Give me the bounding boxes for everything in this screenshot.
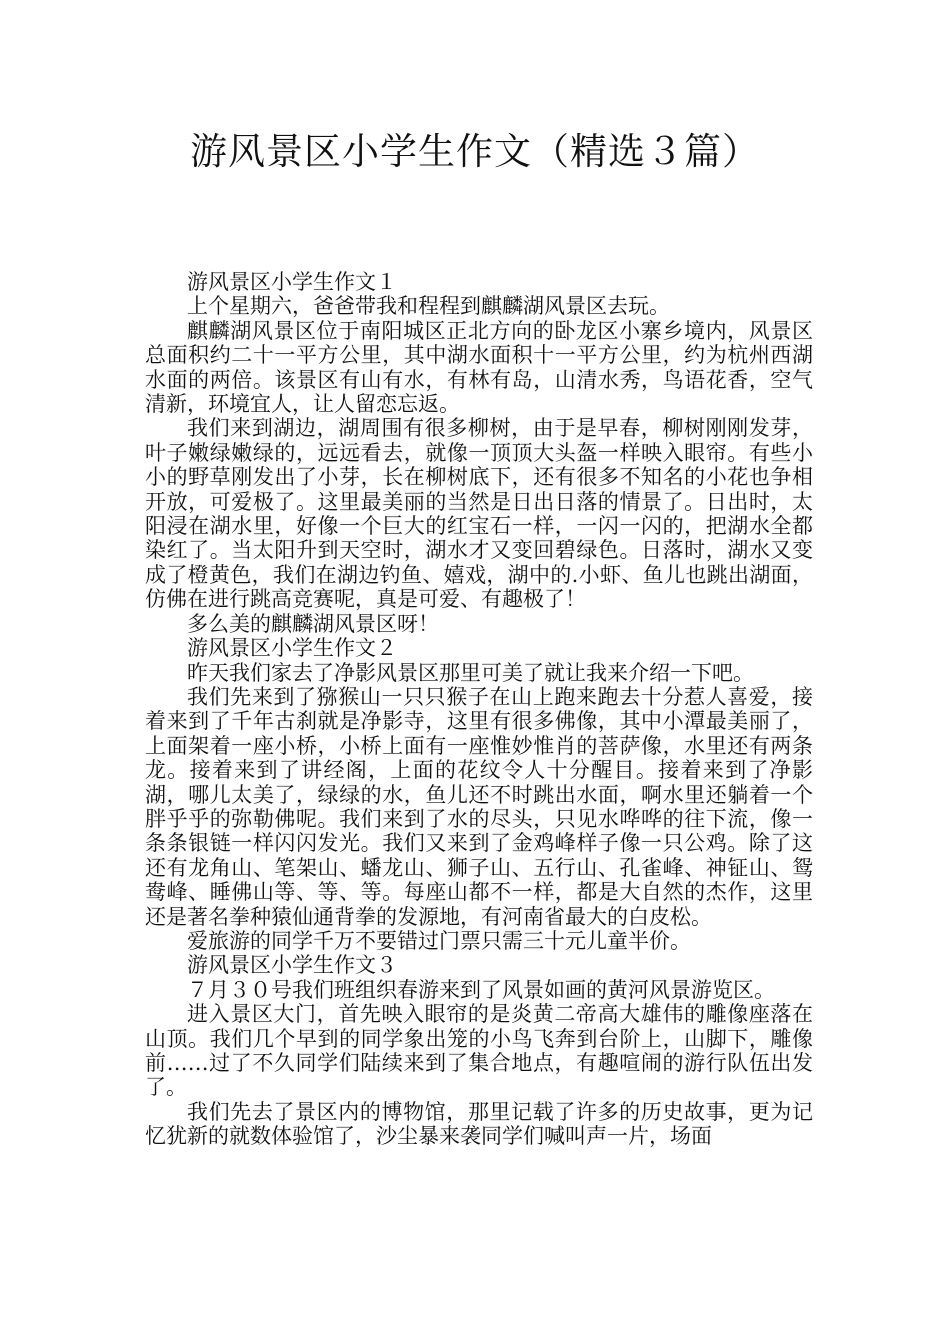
paragraph: 我们先来到了猕猴山一只只猴子在山上跑来跑去十分惹人喜爱，接着来到了千年古刹就是净影寺，这里有很多佛像，其中小潭最美丽了，上面架着一座小桥，小桥上面有一座惟妙惟肖的菩萨像，水里还有两条龙。接着来到了讲经阁，上面的花纹令人十分醒目。接着来到了净影湖，哪儿太美了，绿绿的水，鱼儿还不时跳出水面，啊水里还躺着一个胖乎乎的弥勒佛呢。我们来到了水的尽头，只见水哗哗的往下流，像一条条银链一样闪闪发光。我们又来到了金鸡峰样子像一只公鸡。除了这还有龙角山、笔架山、蟠龙山、狮子山、五行山、孔雀峰、神钲山、鸳鸯峰、睡佛山等、等、等。每座山都不一样，都是大自然的杰作，这里还是著名拳种猿仙通背拳的发源地，有河南省最大的白皮松。 bbox=[145, 684, 813, 929]
paragraph: 多么美的麒麟湖风景区呀！ bbox=[187, 611, 439, 636]
document-body bbox=[145, 270, 813, 1149]
section-heading-1: 游风景区小学生作文１ bbox=[187, 270, 397, 294]
paragraph: ７月３０号我们班组织春游来到了风景如画的黄河风景游览区。 bbox=[187, 977, 775, 1002]
paragraph: 上个星期六，爸爸带我和程程到麒麟湖风景区去玩。 bbox=[187, 294, 670, 319]
paragraph: 我们先去了景区内的博物馆，那里记载了许多的历史故事，更为记忆犹新的就数体验馆了，沙尘暴来袭同学们喊叫声一片，场面 bbox=[145, 1099, 813, 1149]
paragraph: 我们来到湖边，湖周围有很多柳树，由于是早春，柳树刚刚发芽，叶子嫩绿嫩绿的，远远看去，就像一顶顶大头盔一样映入眼帘。有些小小的野草刚发出了小芽，长在柳树底下，还有很多不知名的小花也争相开放，可爱极了。这里最美丽的当然是日出日落的情景了。日出时，太阳浸在湖水里，好像一个巨大的红宝石一样，一闪一闪的，把湖水全都染红了。当太阳升到天空时，湖水才又变回碧绿色。日落时，湖水又变成了橙黄色，我们在湖边钓鱼、嬉戏，湖中的.小虾、鱼儿也跳出湖面，仿佛在进行跳高竞赛呢，真是可爱、有趣极了！ bbox=[145, 416, 813, 612]
document-title: 游风景区小学生作文（精选３篇） bbox=[190, 130, 760, 173]
paragraph: 昨天我们家去了净影风景区那里可美了就让我来介绍一下吧。 bbox=[187, 660, 754, 685]
section-heading-3: 游风景区小学生作文３ bbox=[187, 953, 397, 978]
section-heading-2: 游风景区小学生作文２ bbox=[187, 636, 397, 661]
paragraph: 进入景区大门，首先映入眼帘的是炎黄二帝高大雄伟的雕像座落在山顶。我们几个早到的同学象出笼的小鸟飞奔到台阶上，山脚下，雕像前……过了不久同学们陆续来到了集合地点，有趣喧闹的游行队伍出发了。 bbox=[145, 1002, 813, 1100]
paragraph: 爱旅游的同学千万不要错过门票只需三十元儿童半价。 bbox=[187, 928, 691, 953]
paragraph: 麒麟湖风景区位于南阳城区正北方向的卧龙区小寨乡境内，风景区总面积约二十一平方公里，其中湖水面积十一平方公里，约为杭州西湖水面的两倍。该景区有山有水，有林有岛，山清水秀，鸟语花香，空气清新，环境宜人，让人留恋忘返。 bbox=[145, 318, 813, 417]
